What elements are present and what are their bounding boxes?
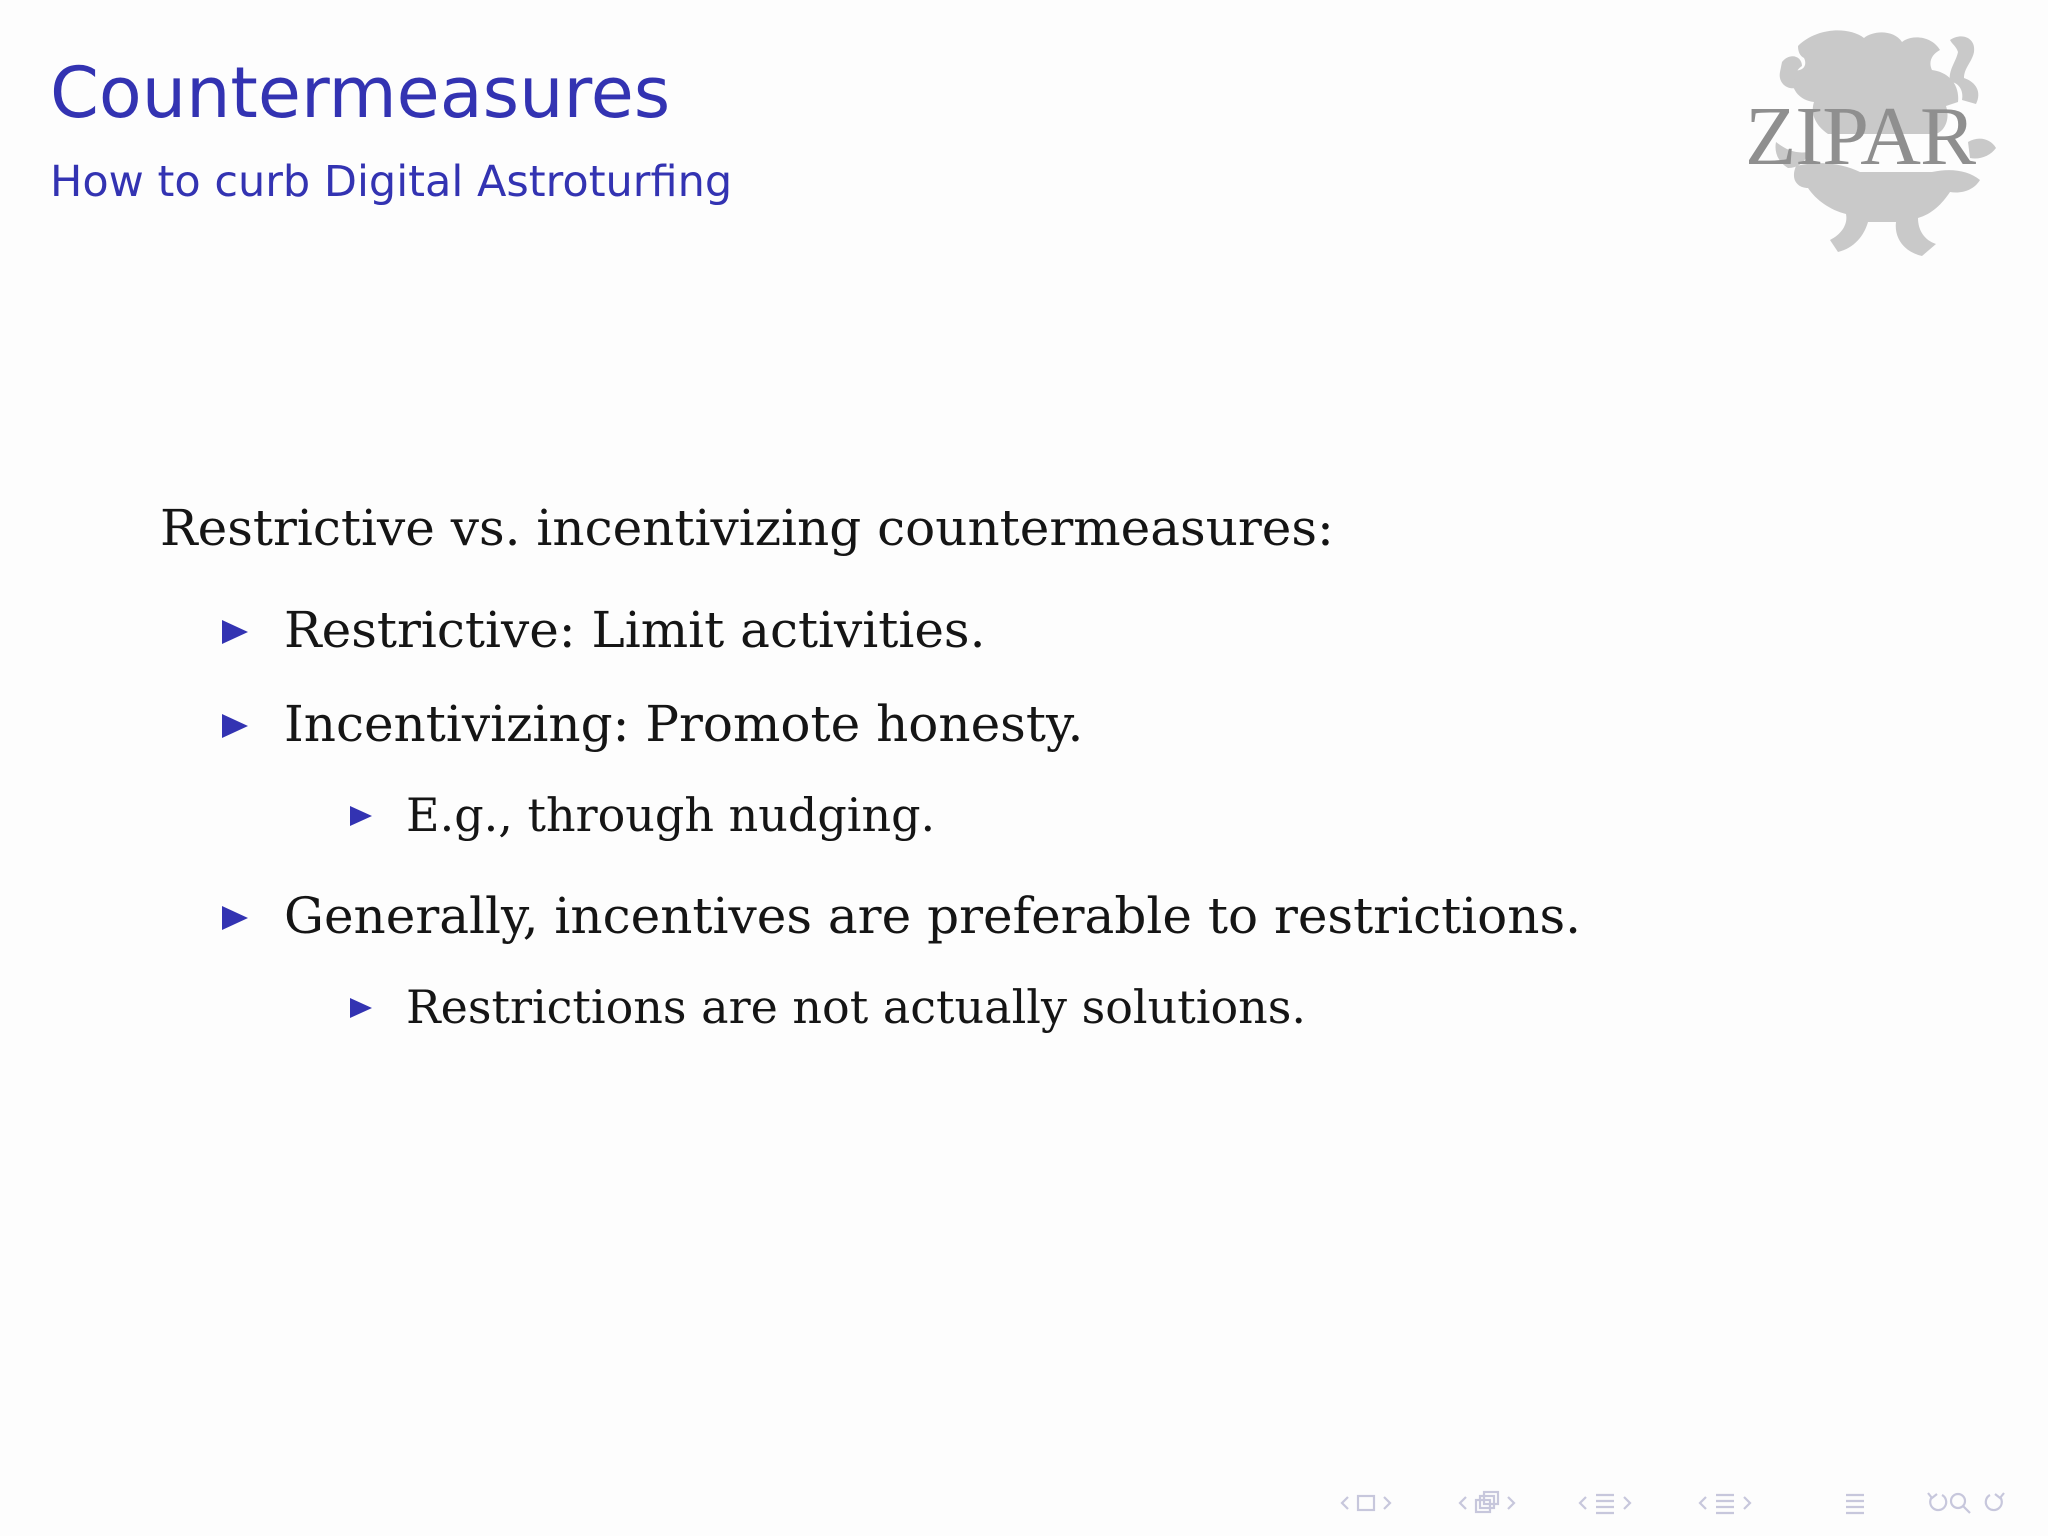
list-item-text: Incentivizing: Promote honesty. (284, 695, 1084, 753)
triangle-bullet-icon (222, 619, 248, 645)
prev-section-icon[interactable] (1580, 1497, 1586, 1509)
subsection-icon[interactable] (1476, 1492, 1498, 1512)
prev-subsection-icon[interactable] (1460, 1497, 1466, 1509)
triangle-bullet-icon (222, 905, 248, 931)
forward-icon[interactable] (1986, 1493, 2004, 1510)
triangle-bullet-icon (222, 713, 248, 739)
slide-title: Countermeasures (50, 52, 671, 134)
slide-subtitle: How to curb Digital Astroturfing (50, 157, 733, 207)
next-subsection-icon[interactable] (1508, 1497, 1514, 1509)
sub-list-item (160, 780, 1581, 850)
back-icon[interactable] (1928, 1493, 1946, 1510)
frame-icon[interactable] (1358, 1496, 1374, 1510)
sub-list-item-text: Restrictions are not actually solutions. (406, 980, 1306, 1034)
slide-body (160, 490, 1581, 1070)
contents-icon[interactable] (1846, 1495, 1864, 1513)
beamer-navigation-bar (1330, 1485, 2030, 1521)
list-item-text: Generally, incentives are preferable to restrictions. (284, 887, 1582, 945)
prev-appendix-icon[interactable] (1700, 1497, 1706, 1509)
prev-frame-icon[interactable] (1342, 1497, 1348, 1509)
appendix-icon[interactable] (1716, 1495, 1734, 1513)
list-item (160, 686, 1581, 762)
sub-list-item-text: E.g., through nudging. (406, 788, 936, 842)
search-icon[interactable] (1951, 1494, 1970, 1513)
list-item-text: Restrictive: Limit activities. (284, 601, 986, 659)
logo-wordmark: ZIPAR (1745, 90, 1975, 183)
next-frame-icon[interactable] (1384, 1497, 1390, 1509)
section-icon[interactable] (1596, 1495, 1614, 1513)
sub-list-item (160, 972, 1581, 1042)
triangle-bullet-icon (350, 997, 372, 1019)
list-item (160, 592, 1581, 668)
lead-text: Restrictive vs. incentivizing countermeasures: (160, 499, 1334, 557)
triangle-bullet-icon (350, 805, 372, 827)
next-appendix-icon[interactable] (1744, 1497, 1750, 1509)
list-item (160, 878, 1581, 954)
next-section-icon[interactable] (1624, 1497, 1630, 1509)
